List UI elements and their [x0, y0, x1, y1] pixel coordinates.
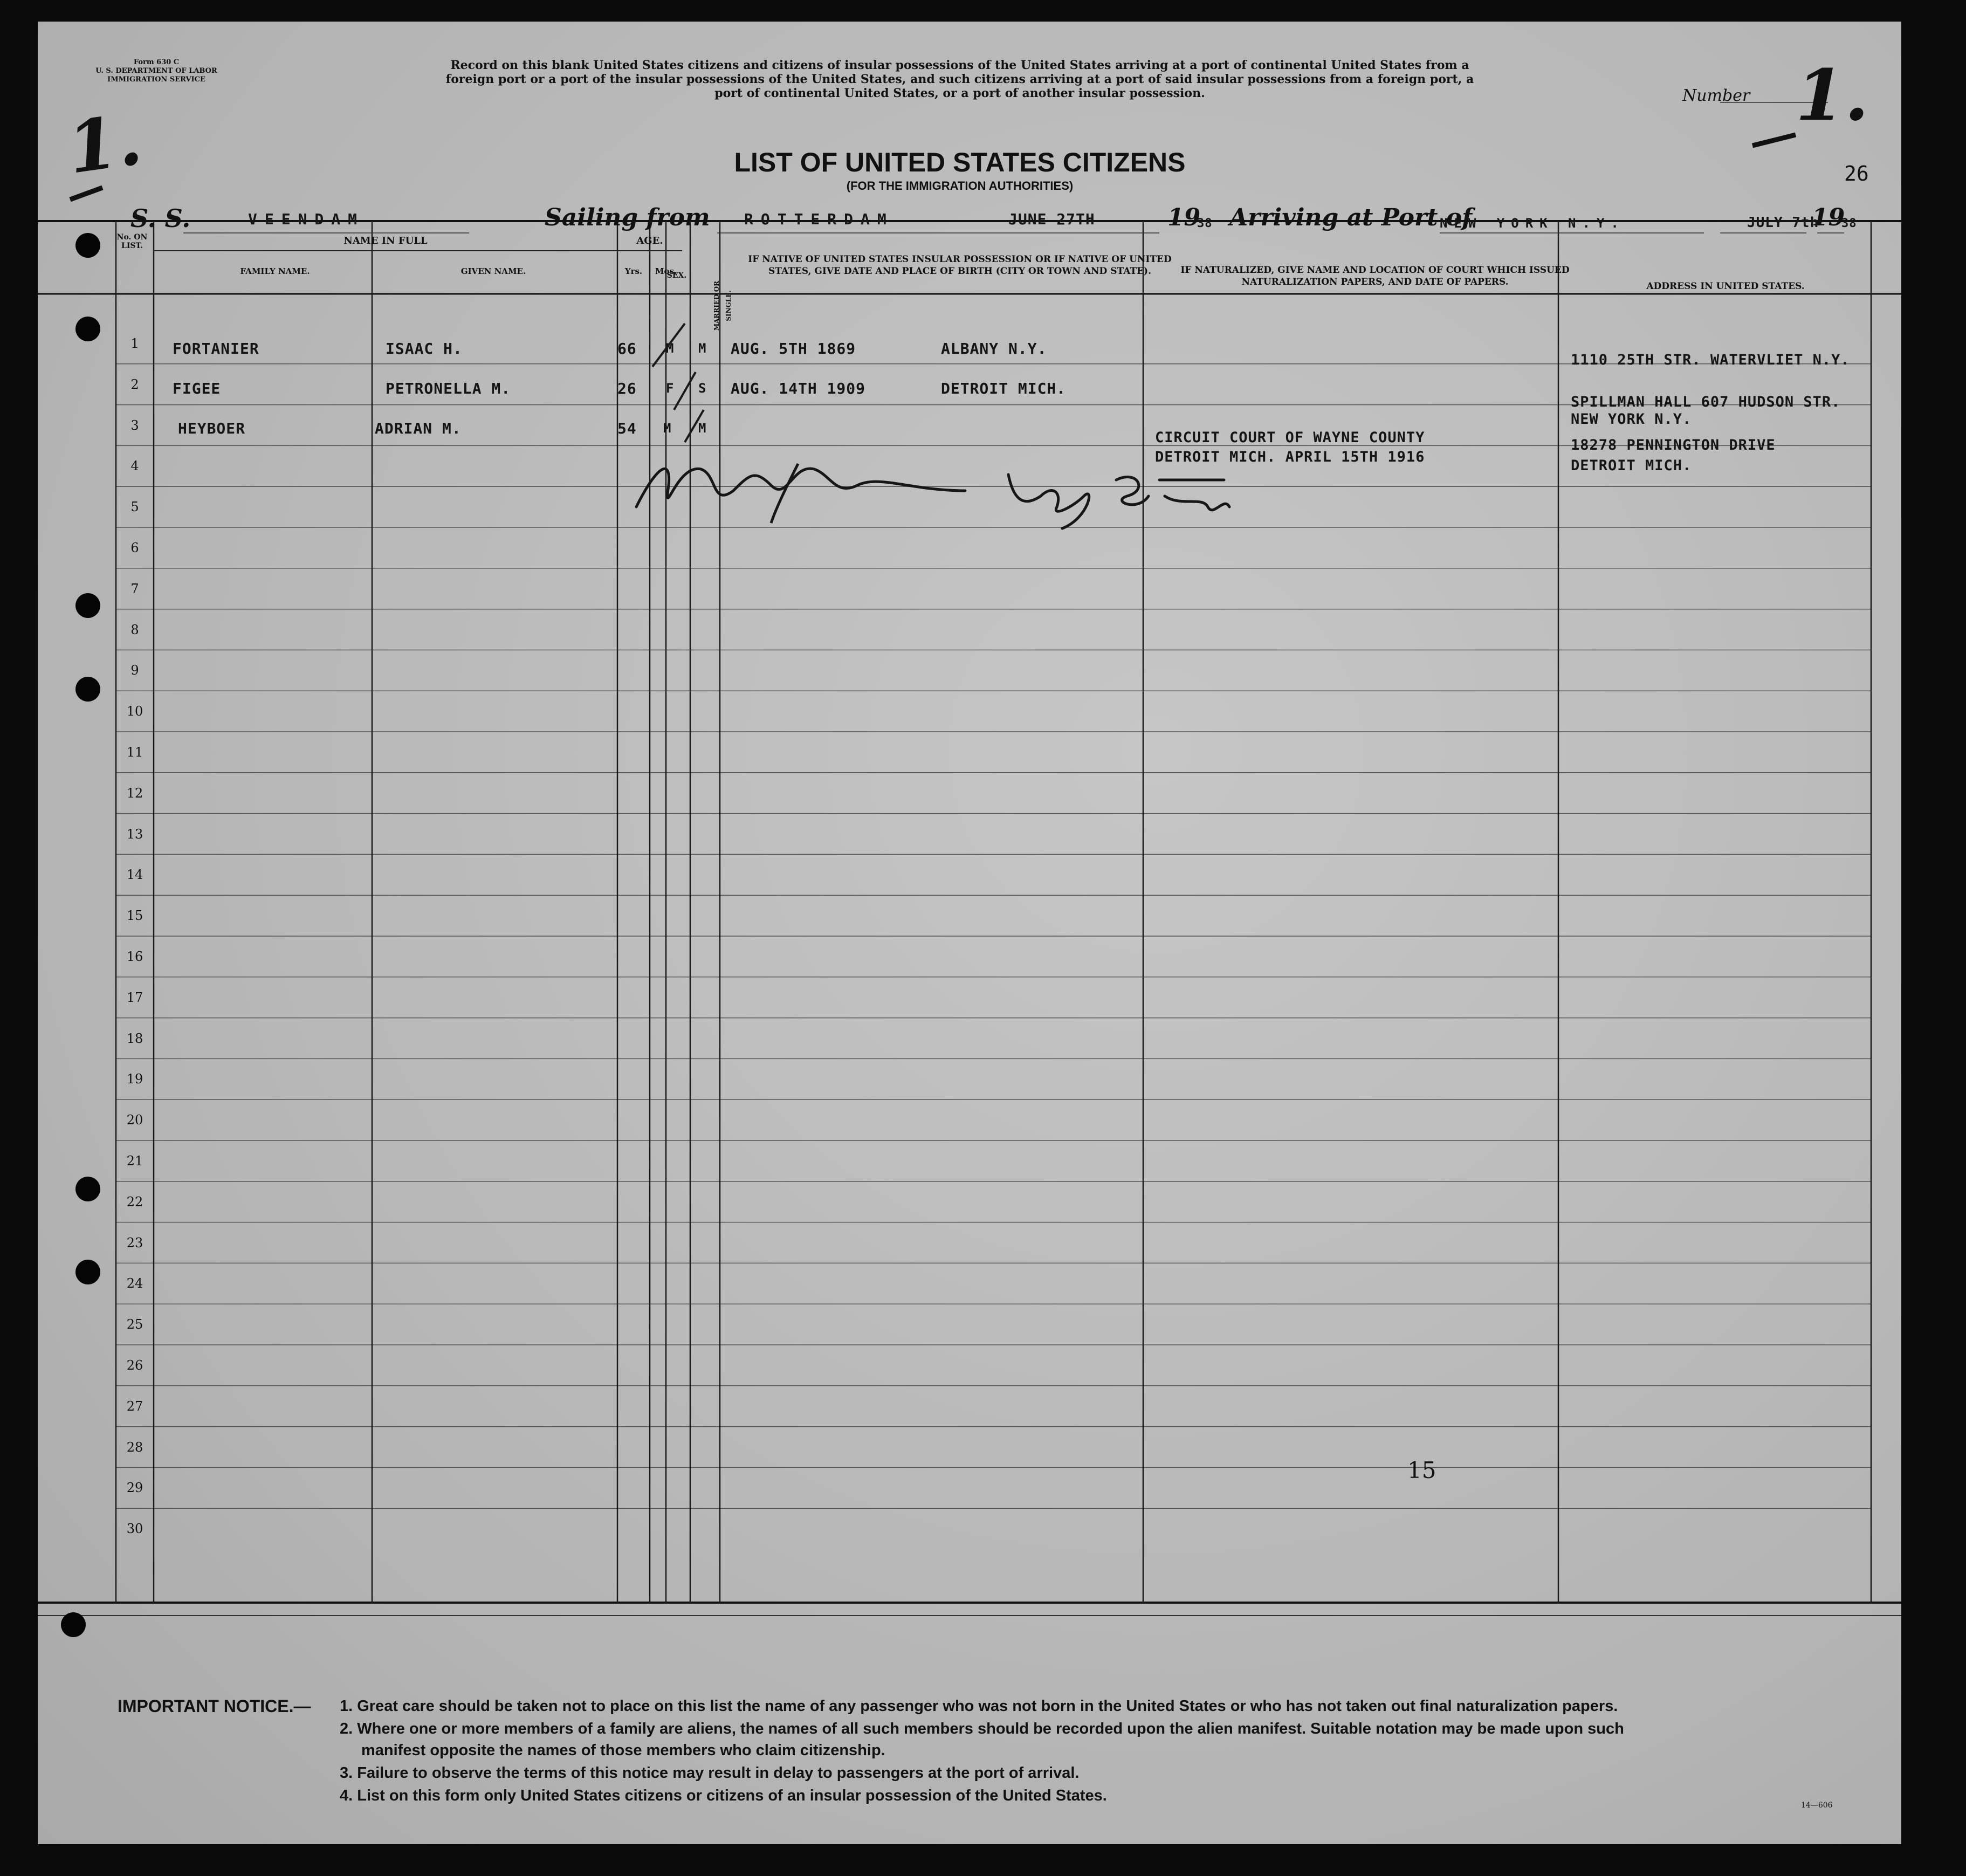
married-1: M: [698, 341, 707, 356]
row-number: 16: [126, 949, 143, 964]
row-number: 26: [126, 1358, 143, 1373]
notice-item-4: 4. List on this form only United States citizens or citizens of an insular possession of the United States.: [340, 1787, 1107, 1804]
age-1: 66: [617, 340, 637, 358]
notice-item-3: 3. Failure to observe the terms of this notice may result in delay to passengers at the port of arrival.: [340, 1764, 1080, 1782]
header-no: No. ON LIST.: [116, 233, 148, 250]
header-given-name: GIVEN NAME.: [460, 266, 526, 276]
family-name-2: FIGEE: [173, 380, 221, 397]
row-number: 22: [126, 1194, 143, 1210]
header-naturalized: IF NATURALIZED, GIVE NAME AND LOCATION OF COURT WHICH ISSUED NATURALIZATION PAPERS, AND DATE OF PAPERS.: [1180, 265, 1570, 287]
header-married: MARRIED OR SINGLE.: [713, 280, 732, 331]
year-from: 38: [1197, 217, 1213, 230]
married-2: S: [698, 381, 707, 396]
sex-3: M: [663, 421, 672, 436]
punch-hole: [75, 233, 100, 258]
handwritten-corner-mark: 1.: [63, 98, 147, 190]
header-address: ADDRESS IN UNITED STATES.: [1646, 281, 1805, 292]
row-number: 2: [130, 376, 139, 392]
date-from: JUNE 27TH: [1008, 210, 1095, 228]
sailing-from-label: Sailing from: [545, 204, 710, 231]
given-name-3: ADRIAN M.: [375, 420, 462, 437]
punch-hole: [75, 317, 100, 341]
ship-name: VEENDAM: [248, 210, 365, 228]
row-number: 10: [126, 704, 143, 719]
punch-hole: [75, 1177, 100, 1201]
header-native: IF NATIVE OF UNITED STATES INSULAR POSSESSION OR IF NATIVE OF UNITED STATES, GIVE DATE AND PLACE OF BIRTH (CITY OR TOWN AND STATE).: [748, 254, 1172, 277]
date-to: JULY 7th: [1747, 215, 1819, 231]
family-name-1: FORTANIER: [173, 340, 259, 358]
birth-place-2: DETROIT MICH.: [941, 380, 1067, 397]
port-to: NEW YORK N.Y.: [1440, 216, 1625, 231]
row-number: 18: [126, 1030, 143, 1046]
naturalized-3: CIRCUIT COURT OF WAYNE COUNTY: [1155, 429, 1425, 446]
row-number: 9: [130, 663, 139, 678]
birth-date-1: AUG. 5TH 1869: [731, 340, 856, 358]
number-label: Number: [1682, 86, 1750, 105]
page-subtitle: (FOR THE IMMIGRATION AUTHORITIES): [846, 179, 1074, 193]
number-value: 1.: [1796, 54, 1869, 136]
row-number: 14: [126, 867, 143, 883]
manifest-sheet: [38, 22, 1901, 1844]
address-1: 1110 25TH STR. WATERVLIET N.Y.: [1571, 352, 1850, 368]
row-number: 11: [126, 745, 143, 760]
arriving-label: Arriving at Port of: [1229, 204, 1473, 231]
row-number: 17: [126, 989, 143, 1005]
year-to: 38: [1841, 217, 1857, 230]
header-mos: Mos.: [655, 266, 677, 276]
row-number: 15: [126, 908, 143, 924]
row-number: 3: [130, 417, 139, 433]
row-number: 20: [126, 1112, 143, 1128]
header-family-name: FAMILY NAME.: [240, 266, 310, 276]
row-number: 1: [130, 336, 139, 351]
handwritten-dash: [1752, 135, 1796, 146]
row-number: 30: [126, 1521, 143, 1537]
ss-label: S. S.: [130, 204, 191, 233]
stamp-number: 15: [1407, 1457, 1436, 1483]
print-code: 14—606: [1801, 1801, 1833, 1810]
row-number: 13: [126, 826, 143, 842]
birth-place-1: ALBANY N.Y.: [941, 340, 1047, 358]
row-number: 4: [130, 458, 139, 474]
address-2: SPILLMAN HALL 607 HUDSON STR.: [1571, 394, 1841, 410]
row-number: 27: [126, 1398, 143, 1414]
row-number: 23: [126, 1235, 143, 1250]
notice-item-2-cont: manifest opposite the names of those members who claim citizenship.: [361, 1742, 885, 1759]
punch-hole: [75, 677, 100, 702]
address-3-line3: DETROIT MICH.: [1571, 457, 1692, 474]
sex-2: F: [666, 381, 675, 396]
punch-hole: [61, 1612, 86, 1637]
row-number: 7: [130, 581, 139, 596]
page-title: LIST OF UNITED STATES CITIZENS: [734, 147, 1186, 177]
header-age: AGE.: [636, 235, 663, 246]
sex-1: M: [666, 341, 675, 356]
naturalized-3-line2: DETROIT MICH. APRIL 15TH 1916: [1155, 449, 1425, 465]
header-name-in-full: NAME IN FULL: [343, 235, 428, 246]
table-grid: [38, 22, 1901, 1844]
year-prefix-to: 19: [1812, 204, 1845, 231]
row-number: 28: [126, 1439, 143, 1455]
notice-item-1: 1. Great care should be taken not to place on this list the name of any passenger who was not born in the United States or who has not taken out final naturalization papers.: [340, 1698, 1618, 1715]
row-number: 24: [126, 1276, 143, 1291]
address-3: NEW YORK N.Y.: [1571, 411, 1692, 428]
married-3: M: [698, 421, 707, 436]
row-number: 6: [130, 540, 139, 555]
port-from: ROTTERDAM: [744, 210, 894, 228]
age-2: 26: [617, 380, 637, 397]
form-id: Form 630 C U. S. DEPARTMENT OF LABOR IMMIGRATION SERVICE: [95, 58, 217, 84]
notice-heading: IMPORTANT NOTICE.—: [118, 1696, 311, 1716]
intro-text: Record on this blank United States citizens and citizens of insular possessions of the United States arriving at a port of continental United States from a foreign port or a port of the insular possessions of the United States, and such citizens arriving at a port of said insular possessions from a foreign port, a port of continental United States, or a port of another insular possession.: [445, 58, 1474, 100]
page-number: 26: [1844, 162, 1869, 185]
row-number: 12: [126, 785, 143, 801]
row-number: 21: [126, 1153, 143, 1169]
given-name-1: ISAAC H.: [386, 340, 463, 358]
age-3: 54: [617, 420, 637, 437]
notice-item-2: 2. Where one or more members of a family are aliens, the names of all such members should be recorded upon the alien manifest. Suitable notation may be made upon such: [340, 1720, 1624, 1737]
year-prefix-from: 19: [1167, 204, 1201, 231]
row-number: 19: [126, 1071, 143, 1087]
row-number: 29: [126, 1480, 143, 1496]
given-name-2: PETRONELLA M.: [386, 380, 511, 397]
header-yrs: Yrs.: [624, 266, 643, 276]
punch-hole: [75, 1260, 100, 1284]
header-sex: SEX.: [666, 271, 687, 280]
address-3-line2: 18278 PENNINGTON DRIVE: [1571, 437, 1776, 453]
row-number: 25: [126, 1317, 143, 1332]
row-number: 8: [130, 622, 139, 637]
row-number: 5: [130, 499, 139, 515]
punch-hole: [75, 593, 100, 618]
family-name-3: HEYBOER: [178, 420, 246, 437]
birth-date-2: AUG. 14TH 1909: [731, 380, 866, 397]
